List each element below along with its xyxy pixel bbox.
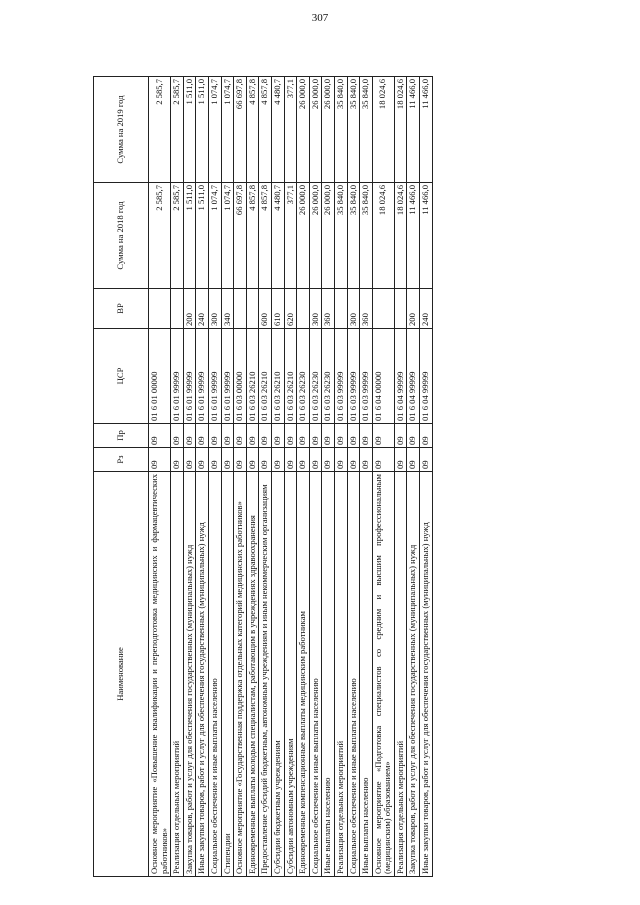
cell-csr: 01 6 01 99999 — [196, 329, 209, 424]
header-sum-2019: Сумма на 2019 год — [94, 77, 149, 183]
cell-pr: 09 — [149, 424, 171, 448]
cell-name: Реализация отдельных мероприятий — [171, 472, 184, 877]
cell-csr: 01 6 03 26230 — [297, 329, 310, 424]
cell-vr: 620 — [284, 289, 297, 329]
cell-name: Реализация отдельных мероприятий — [394, 472, 407, 877]
cell-name: Закупка товаров, работ и услуг для обеспечения государственных (муниципальных) нужд — [407, 472, 420, 877]
cell-sum-2018: 4 857,8 — [259, 183, 272, 289]
cell-sum-2019: 26 000,0 — [309, 77, 322, 183]
cell-rz: 09 — [234, 448, 247, 472]
cell-vr: 340 — [221, 289, 234, 329]
cell-pr: 09 — [246, 424, 259, 448]
cell-csr: 01 6 04 99999 — [420, 329, 433, 424]
cell-name: Реализация отдельных мероприятий — [334, 472, 347, 877]
cell-name: Субсидии бюджетным учреждениям — [271, 472, 284, 877]
cell-sum-2019: 35 840,0 — [347, 77, 360, 183]
cell-sum-2019: 1 511,0 — [196, 77, 209, 183]
cell-vr: 600 — [259, 289, 272, 329]
cell-rz: 09 — [420, 448, 433, 472]
table-row — [271, 77, 284, 877]
cell-sum-2019: 35 840,0 — [360, 77, 373, 183]
cell-rz: 09 — [271, 448, 284, 472]
cell-vr: 200 — [183, 289, 196, 329]
cell-pr: 09 — [347, 424, 360, 448]
table-row — [234, 77, 247, 877]
table-row — [347, 77, 360, 877]
cell-vr — [394, 289, 407, 329]
cell-rz: 09 — [372, 448, 394, 472]
cell-sum-2019: 4 857,8 — [246, 77, 259, 183]
cell-pr: 09 — [183, 424, 196, 448]
cell-pr: 09 — [208, 424, 221, 448]
cell-pr: 09 — [171, 424, 184, 448]
cell-sum-2018: 35 840,0 — [347, 183, 360, 289]
cell-csr: 01 6 04 00000 — [372, 329, 394, 424]
cell-pr: 09 — [234, 424, 247, 448]
cell-vr — [246, 289, 259, 329]
cell-rz: 09 — [149, 448, 171, 472]
cell-rz: 09 — [259, 448, 272, 472]
cell-csr: 01 6 04 99999 — [407, 329, 420, 424]
header-rz: Рз — [94, 448, 149, 472]
cell-sum-2019: 377,1 — [284, 77, 297, 183]
cell-rz: 09 — [297, 448, 310, 472]
cell-sum-2018: 1 511,0 — [183, 183, 196, 289]
cell-csr: 01 6 03 26230 — [322, 329, 335, 424]
cell-sum-2019: 4 480,7 — [271, 77, 284, 183]
cell-sum-2019: 11 466,0 — [420, 77, 433, 183]
cell-pr: 09 — [322, 424, 335, 448]
cell-rz: 09 — [407, 448, 420, 472]
cell-sum-2019: 35 840,0 — [334, 77, 347, 183]
table-row — [360, 77, 373, 877]
table-row — [259, 77, 272, 877]
cell-csr: 01 6 01 99999 — [221, 329, 234, 424]
cell-sum-2019: 11 466,0 — [407, 77, 420, 183]
cell-pr: 09 — [407, 424, 420, 448]
cell-csr: 01 6 01 99999 — [208, 329, 221, 424]
cell-rz: 09 — [309, 448, 322, 472]
cell-pr: 09 — [309, 424, 322, 448]
cell-rz: 09 — [347, 448, 360, 472]
table-row — [322, 77, 335, 877]
cell-sum-2018: 2 585,7 — [149, 183, 171, 289]
cell-vr — [171, 289, 184, 329]
cell-name: Социальное обеспечение и иные выплаты населению — [208, 472, 221, 877]
cell-csr: 01 6 03 26210 — [271, 329, 284, 424]
cell-sum-2018: 1 074,7 — [208, 183, 221, 289]
cell-name: Стипендии — [221, 472, 234, 877]
cell-vr: 200 — [407, 289, 420, 329]
header-pr: Пр — [94, 424, 149, 448]
rotated-table-container — [93, 77, 539, 877]
cell-csr: 01 6 03 26230 — [309, 329, 322, 424]
cell-pr: 09 — [196, 424, 209, 448]
cell-rz: 09 — [246, 448, 259, 472]
cell-sum-2018: 4 857,8 — [246, 183, 259, 289]
header-sum-2018: Сумма на 2018 год — [94, 183, 149, 289]
cell-name: Иные закупки товаров, работ и услуг для обеспечения государственных (муниципальных) нужд — [420, 472, 433, 877]
cell-name: Основное мероприятие «Повышение квалификации и переподготовка медицинских и фармацевтических работников» — [149, 472, 171, 877]
cell-rz: 09 — [171, 448, 184, 472]
cell-pr: 09 — [284, 424, 297, 448]
cell-rz: 09 — [322, 448, 335, 472]
table-row — [394, 77, 407, 877]
table-row — [246, 77, 259, 877]
cell-pr: 09 — [221, 424, 234, 448]
table-header-row — [94, 77, 149, 877]
cell-sum-2019: 1 511,0 — [183, 77, 196, 183]
cell-vr — [372, 289, 394, 329]
cell-rz: 09 — [221, 448, 234, 472]
cell-csr: 01 6 03 26210 — [259, 329, 272, 424]
cell-rz: 09 — [284, 448, 297, 472]
cell-vr: 240 — [420, 289, 433, 329]
cell-vr — [297, 289, 310, 329]
cell-rz: 09 — [208, 448, 221, 472]
cell-csr: 01 6 01 99999 — [171, 329, 184, 424]
page-number: 307 — [311, 12, 329, 24]
cell-name: Иные закупки товаров, работ и услуг для обеспечения государственных (муниципальных) нужд — [196, 472, 209, 877]
cell-name: Иные выплаты населению — [322, 472, 335, 877]
table-row — [171, 77, 184, 877]
cell-pr: 09 — [297, 424, 310, 448]
table-row — [309, 77, 322, 877]
table-row — [284, 77, 297, 877]
header-csr: ЦСР — [94, 329, 149, 424]
cell-pr: 09 — [420, 424, 433, 448]
cell-vr: 240 — [196, 289, 209, 329]
cell-csr: 01 6 03 26210 — [246, 329, 259, 424]
cell-name: Единовременные компенсационные выплаты медицинским работникам — [297, 472, 310, 877]
cell-csr: 01 6 01 99999 — [183, 329, 196, 424]
cell-rz: 09 — [334, 448, 347, 472]
cell-sum-2018: 2 585,7 — [171, 183, 184, 289]
cell-sum-2018: 35 840,0 — [360, 183, 373, 289]
budget-table — [93, 76, 433, 877]
cell-sum-2018: 26 000,0 — [297, 183, 310, 289]
cell-csr: 01 6 01 00000 — [149, 329, 171, 424]
table-row — [372, 77, 394, 877]
cell-vr — [234, 289, 247, 329]
cell-sum-2019: 1 074,7 — [208, 77, 221, 183]
cell-vr — [149, 289, 171, 329]
cell-sum-2019: 4 857,8 — [259, 77, 272, 183]
header-name: Наименование — [94, 472, 149, 877]
cell-vr: 300 — [347, 289, 360, 329]
table-row — [208, 77, 221, 877]
cell-sum-2018: 1 074,7 — [221, 183, 234, 289]
cell-vr: 360 — [322, 289, 335, 329]
table-row — [196, 77, 209, 877]
cell-rz: 09 — [196, 448, 209, 472]
cell-csr: 01 6 04 99999 — [394, 329, 407, 424]
cell-rz: 09 — [394, 448, 407, 472]
cell-name: Предоставление субсидий бюджетным, автономным учреждениям и иным некоммерческим организациям — [259, 472, 272, 877]
cell-rz: 09 — [183, 448, 196, 472]
cell-csr: 01 6 03 99999 — [347, 329, 360, 424]
cell-name: Социальное обеспечение и иные выплаты населению — [347, 472, 360, 877]
table-row — [420, 77, 433, 877]
cell-name: Закупка товаров, работ и услуг для обеспечения государственных (муниципальных) нужд — [183, 472, 196, 877]
cell-sum-2018: 18 024,6 — [372, 183, 394, 289]
cell-csr: 01 6 03 99999 — [334, 329, 347, 424]
cell-pr: 09 — [259, 424, 272, 448]
header-vr: ВР — [94, 289, 149, 329]
cell-sum-2019: 26 000,0 — [297, 77, 310, 183]
cell-sum-2019: 1 074,7 — [221, 77, 234, 183]
cell-name: Иные выплаты населению — [360, 472, 373, 877]
cell-pr: 09 — [372, 424, 394, 448]
table-row — [407, 77, 420, 877]
cell-sum-2019: 2 585,7 — [149, 77, 171, 183]
table-body — [149, 77, 433, 877]
cell-vr: 300 — [208, 289, 221, 329]
cell-rz: 09 — [360, 448, 373, 472]
cell-pr: 09 — [394, 424, 407, 448]
table-row — [334, 77, 347, 877]
cell-name: Субсидии автономным учреждениям — [284, 472, 297, 877]
cell-pr: 09 — [334, 424, 347, 448]
cell-sum-2018: 11 466,0 — [407, 183, 420, 289]
table-row — [183, 77, 196, 877]
cell-name: Основное мероприятие «Подготовка специалистов со средним и высшим профессиональным (медицинским) образованием» — [372, 472, 394, 877]
cell-csr: 01 6 03 99999 — [360, 329, 373, 424]
cell-sum-2018: 66 697,8 — [234, 183, 247, 289]
cell-vr: 360 — [360, 289, 373, 329]
cell-sum-2018: 11 466,0 — [420, 183, 433, 289]
cell-vr: 610 — [271, 289, 284, 329]
cell-name: Единовременные выплаты молодым специалистам, работающим в учреждениях здравоохранения — [246, 472, 259, 877]
cell-sum-2018: 26 000,0 — [322, 183, 335, 289]
cell-sum-2018: 1 511,0 — [196, 183, 209, 289]
cell-csr: 01 6 03 26210 — [284, 329, 297, 424]
cell-sum-2018: 4 480,7 — [271, 183, 284, 289]
table-row — [221, 77, 234, 877]
cell-name: Социальное обеспечение и иные выплаты населению — [309, 472, 322, 877]
cell-vr — [334, 289, 347, 329]
cell-sum-2019: 18 024,6 — [372, 77, 394, 183]
cell-name: Основное мероприятие «Государственная поддержка отдельных категорий медицинских работников» — [234, 472, 247, 877]
cell-sum-2019: 66 697,8 — [234, 77, 247, 183]
cell-sum-2019: 26 000,0 — [322, 77, 335, 183]
cell-sum-2019: 2 585,7 — [171, 77, 184, 183]
cell-sum-2018: 35 840,0 — [334, 183, 347, 289]
cell-sum-2018: 26 000,0 — [309, 183, 322, 289]
cell-pr: 09 — [271, 424, 284, 448]
table-row — [149, 77, 171, 877]
cell-sum-2018: 18 024,6 — [394, 183, 407, 289]
table-row — [297, 77, 310, 877]
cell-vr: 300 — [309, 289, 322, 329]
cell-csr: 01 6 03 00000 — [234, 329, 247, 424]
cell-pr: 09 — [360, 424, 373, 448]
cell-sum-2019: 18 024,6 — [394, 77, 407, 183]
cell-sum-2018: 377,1 — [284, 183, 297, 289]
